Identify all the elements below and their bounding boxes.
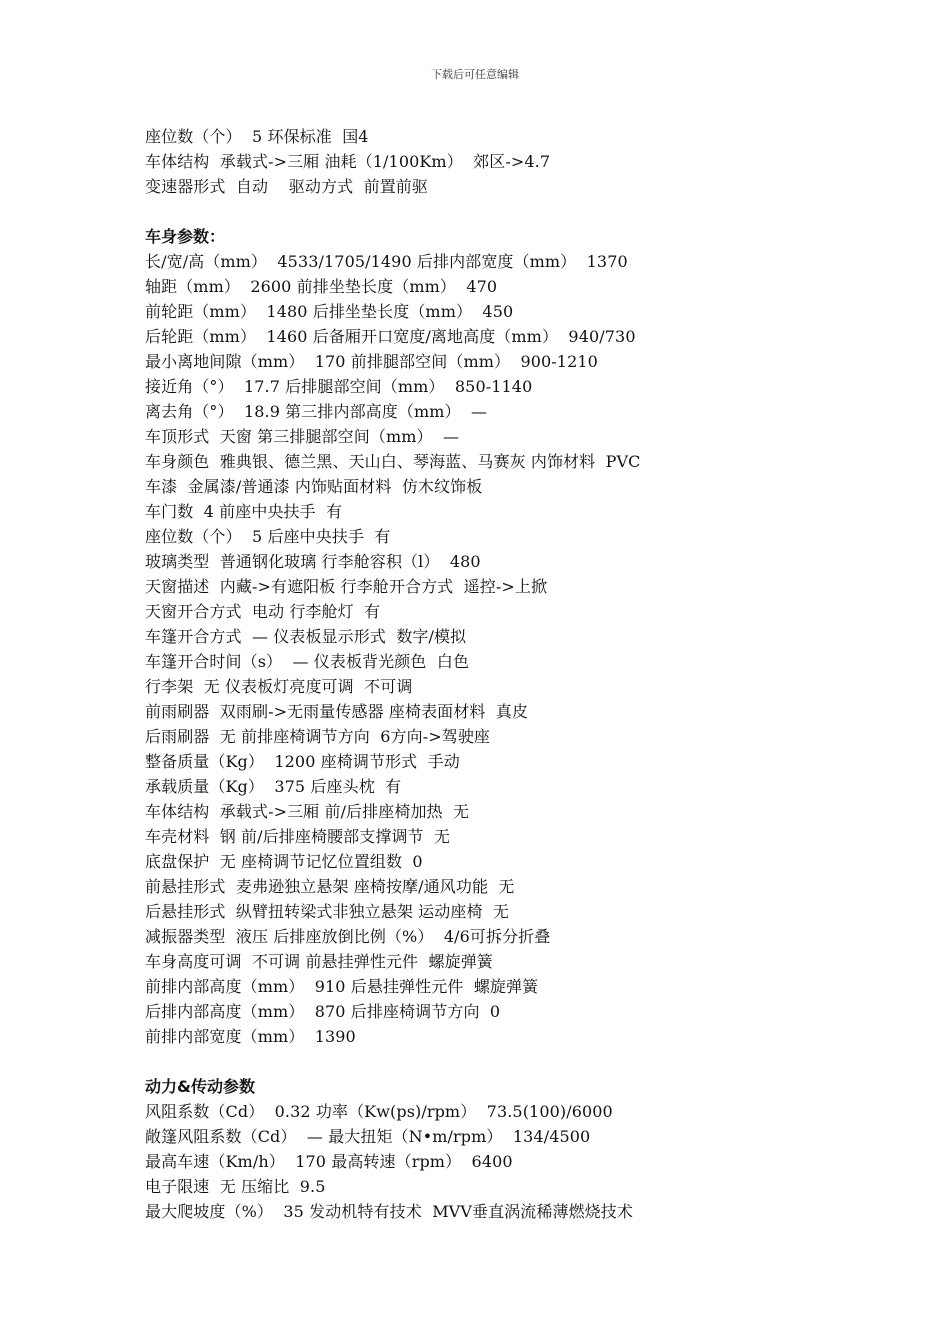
- spec-line: 后轮距（mm） 1460 后备厢开口宽度/离地高度（mm） 940/730: [145, 327, 636, 346]
- spec-line: 车体结构 承载式->三厢 前/后排座椅加热 无: [145, 802, 470, 821]
- body-params-section: [145, 224, 905, 1049]
- spec-line: 行李架 无 仪表板灯亮度可调 不可调: [145, 677, 413, 696]
- spec-line: 接近角（°） 17.7 后排腿部空间（mm） 850-1140: [145, 377, 533, 396]
- spacer: [145, 199, 905, 224]
- spec-line: 车壳材料 钢 前/后排座椅腰部支撑调节 无: [145, 827, 451, 846]
- spec-line: 座位数（个） 5 环保标准 国4: [145, 127, 369, 146]
- spec-line: 车体结构 承载式->三厢 油耗（1/100Km） 郊区->4.7: [145, 152, 551, 171]
- spec-line: 后雨刷器 无 前排座椅调节方向 6方向->驾驶座: [145, 727, 491, 746]
- spec-line: 天窗开合方式 电动 行李舱灯 有: [145, 602, 381, 621]
- spec-line: 车篷开合时间（s） — 仪表板背光颜色 白色: [145, 652, 470, 671]
- spec-line: 电子限速 无 压缩比 9.5: [145, 1177, 326, 1196]
- spec-line: 车漆 金属漆/普通漆 内饰贴面材料 仿木纹饰板: [145, 477, 483, 496]
- spec-line: 车篷开合方式 — 仪表板显示形式 数字/模拟: [145, 627, 467, 646]
- spacer: [145, 1049, 905, 1074]
- spec-line: 后悬挂形式 纵臂扭转梁式非独立悬架 运动座椅 无: [145, 902, 510, 921]
- spec-line: 减振器类型 液压 后排座放倒比例（%） 4/6可拆分折叠: [145, 927, 551, 946]
- spec-line: 天窗描述 内藏->有遮阳板 行李舱开合方式 遥控->上掀: [145, 577, 548, 596]
- spec-line: 底盘保护 无 座椅调节记忆位置组数 0: [145, 852, 423, 871]
- spec-line: 车门数 4 前座中央扶手 有: [145, 502, 343, 521]
- spec-content: [145, 124, 905, 1224]
- spec-line: 变速器形式 自动 驱动方式 前置前驱: [145, 177, 428, 196]
- spec-line: 前排内部宽度（mm） 1390: [145, 1027, 356, 1046]
- spec-line: 玻璃类型 普通钢化玻璃 行李舱容积（l） 480: [145, 552, 481, 571]
- power-params-section: [145, 1074, 905, 1224]
- spec-line: 最大爬坡度（%） 35 发动机特有技术 MVV垂直涡流稀薄燃烧技术: [145, 1202, 633, 1221]
- spec-line: 车顶形式 天窗 第三排腿部空间（mm） —: [145, 427, 460, 446]
- spec-line: 座位数（个） 5 后座中央扶手 有: [145, 527, 391, 546]
- spec-line: 前悬挂形式 麦弗逊独立悬架 座椅按摩/通风功能 无: [145, 877, 515, 896]
- spec-line: 离去角（°） 18.9 第三排内部高度（mm） —: [145, 402, 488, 421]
- spec-line: 后排内部高度（mm） 870 后排座椅调节方向 0: [145, 1002, 501, 1021]
- spec-line: 最小离地间隙（mm） 170 前排腿部空间（mm） 900-1210: [145, 352, 598, 371]
- spec-line: 敞篷风阻系数（Cd） — 最大扭矩（N•m/rpm） 134/4500: [145, 1127, 591, 1146]
- spec-line: 风阻系数（Cd） 0.32 功率（Kw(ps)/rpm） 73.5(100)/6000: [145, 1102, 613, 1121]
- spec-line: 长/宽/高（mm） 4533/1705/1490 后排内部宽度（mm） 1370: [145, 252, 628, 271]
- spec-line: 前排内部高度（mm） 910 后悬挂弹性元件 螺旋弹簧: [145, 977, 539, 996]
- spec-line: 车身颜色 雅典银、德兰黑、天山白、琴海蓝、马赛灰 内饰材料 PVC: [145, 452, 641, 471]
- spec-line: 整备质量（Kg） 1200 座椅调节形式 手动: [145, 752, 460, 771]
- spec-line: 前雨刷器 双雨刷->无雨量传感器 座椅表面材料 真皮: [145, 702, 529, 721]
- section-title: 动力&传动参数: [145, 1077, 255, 1096]
- section-title: 车身参数：: [145, 227, 226, 246]
- spec-line: 车身高度可调 不可调 前悬挂弹性元件 螺旋弹簧: [145, 952, 493, 971]
- spec-line: 最高车速（Km/h） 170 最高转速（rpm） 6400: [145, 1152, 513, 1171]
- header-note: 下载后可任意编辑: [431, 68, 519, 81]
- spec-line: 前轮距（mm） 1480 后排坐垫长度（mm） 450: [145, 302, 514, 321]
- spec-line: 轴距（mm） 2600 前排坐垫长度（mm） 470: [145, 277, 498, 296]
- spec-line: 承载质量（Kg） 375 后座头枕 有: [145, 777, 402, 796]
- intro-block: [145, 124, 905, 199]
